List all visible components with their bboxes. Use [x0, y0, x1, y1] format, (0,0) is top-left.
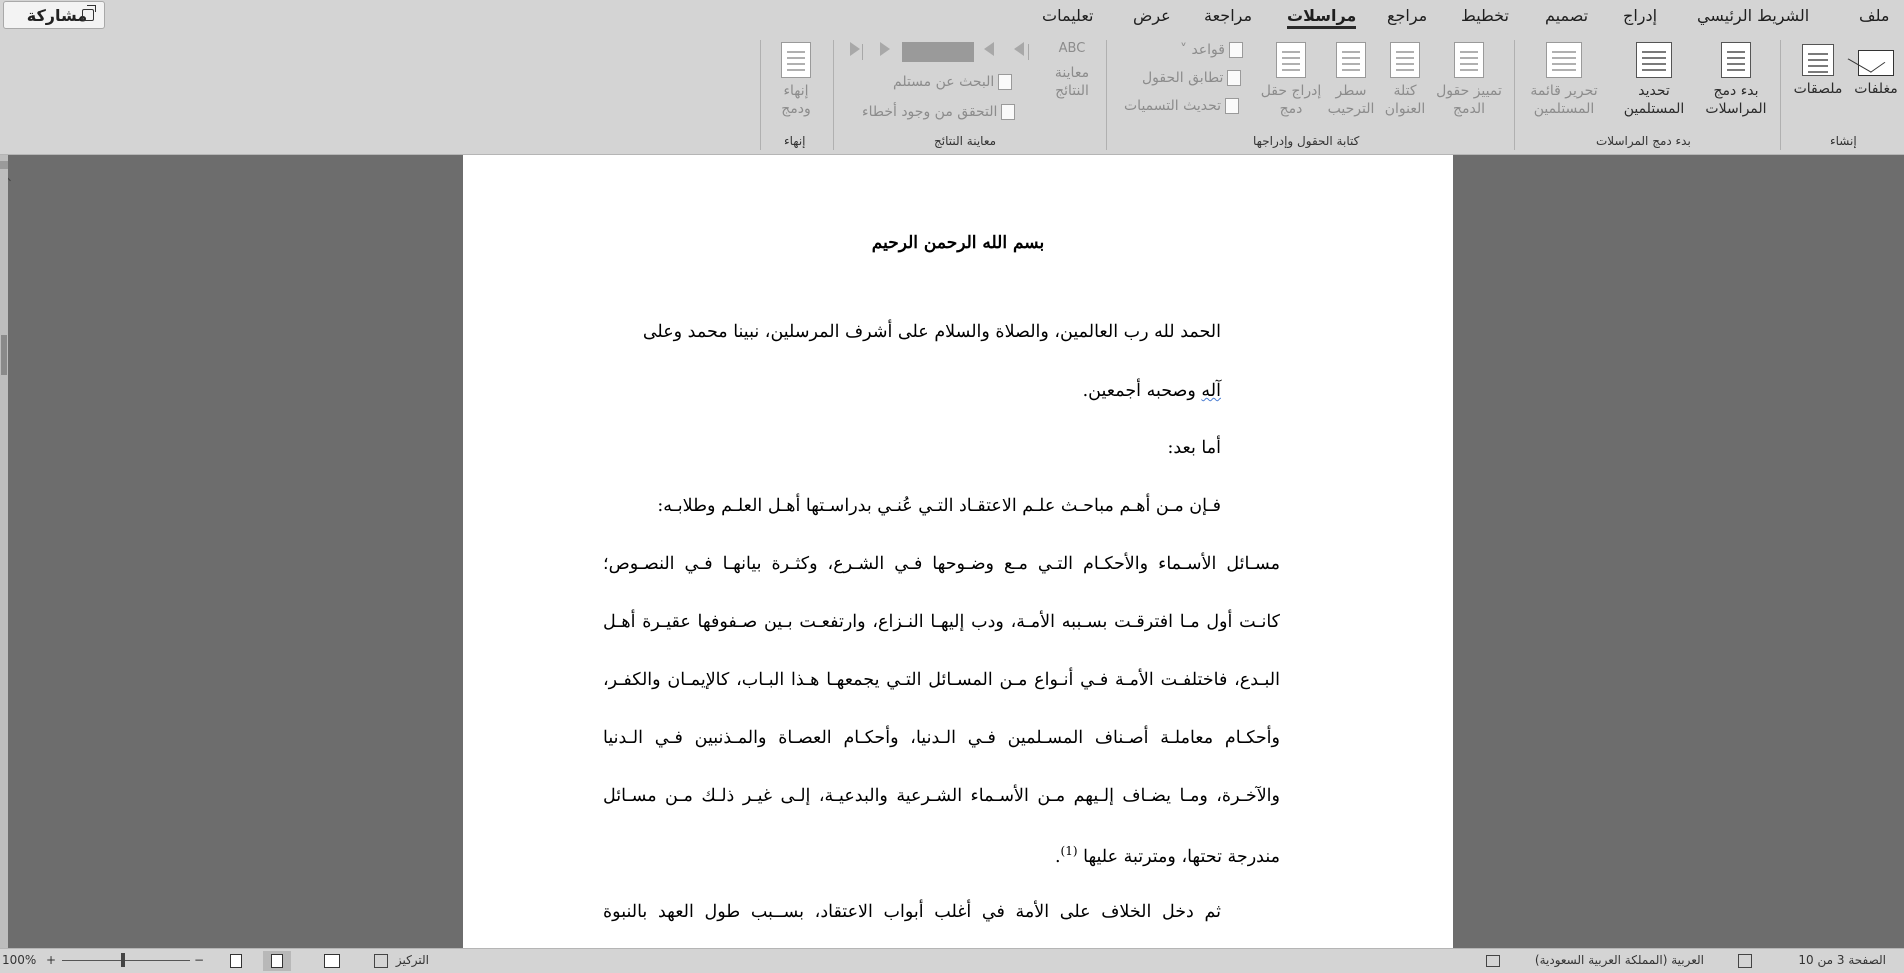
- select-recipients-line1: تحديد: [1638, 83, 1670, 99]
- greeting-line-icon: [1336, 42, 1366, 78]
- finish-line1: إنهاء: [783, 83, 809, 99]
- highlight-line1: تمييز حقول: [1436, 83, 1502, 99]
- tab-design[interactable]: تصميم: [1545, 6, 1589, 25]
- read-mode-icon: [324, 954, 340, 968]
- zoom-slider-track[interactable]: [62, 960, 190, 961]
- zoom-level[interactable]: 100%: [2, 953, 37, 967]
- paragraph-line: كانـت أول مـا افترقـت بسـببه الأمـة، ودب إليهـا النـزاع، وارتفعـت بـين صـفوفها عقيـرة أهـل: [603, 612, 1280, 632]
- group-separator: [1780, 40, 1781, 150]
- rules-button[interactable]: قواعد ˅: [1180, 42, 1243, 58]
- address-block-button[interactable]: [1380, 42, 1430, 118]
- check-errors-label: التحقق من وجود أخطاء: [862, 104, 998, 120]
- group-label-finish: إنهاء: [784, 134, 806, 148]
- footnote-reference[interactable]: (1): [1060, 844, 1078, 858]
- preview-results-button[interactable]: [1046, 40, 1098, 100]
- rules-icon: [1229, 42, 1243, 58]
- match-fields-label: تطابق الحقول: [1142, 70, 1224, 86]
- paragraph-line: مسـائل الأسـماء والأحكـام التـي مـع وضـوحها فـي الشـرع، وكثـرة بيانهـا فـي النصـوص؛: [603, 554, 1280, 574]
- insert-field-line2: دمج: [1279, 101, 1303, 117]
- find-recipient-label: البحث عن مستلم: [893, 74, 995, 90]
- group-label-start-merge: بدء دمج المراسلات: [1596, 134, 1691, 148]
- document-page[interactable]: [463, 155, 1453, 948]
- update-labels-label: تحديث التسميات: [1124, 98, 1222, 114]
- greeting-line2: الترحيب: [1327, 101, 1375, 117]
- first-record-icon[interactable]: [1014, 42, 1024, 56]
- ribbon: [0, 34, 1904, 155]
- address-line2: العنوان: [1384, 101, 1426, 117]
- group-label-create: إنشاء: [1830, 134, 1857, 148]
- web-layout-icon: [230, 954, 242, 968]
- address-line1: كتلة: [1393, 83, 1417, 99]
- mail-merge-icon: [1721, 42, 1751, 78]
- tab-home[interactable]: الشريط الرئيسي: [1697, 6, 1810, 25]
- labels-label: ملصقات: [1793, 81, 1843, 97]
- edit-list-icon: [1546, 42, 1582, 78]
- zoom-out-button[interactable]: −: [194, 953, 205, 967]
- greeting-line1: سطر: [1335, 83, 1367, 99]
- finish-merge-icon: [781, 42, 811, 78]
- match-fields-button[interactable]: [1142, 70, 1241, 86]
- tab-review[interactable]: مراجعة: [1204, 6, 1253, 25]
- web-layout-view-button[interactable]: [222, 951, 250, 971]
- edit-list-line1: تحرير قائمة: [1530, 83, 1598, 99]
- envelopes-button[interactable]: [1850, 44, 1902, 98]
- address-block-icon: [1390, 42, 1420, 78]
- match-fields-icon: [1227, 70, 1241, 86]
- find-recipient-icon: [998, 74, 1012, 90]
- read-mode-view-button[interactable]: [318, 951, 346, 971]
- print-layout-view-button[interactable]: [263, 951, 291, 971]
- abc-icon: ABC: [1058, 41, 1086, 56]
- group-label-write-insert: كتابة الحقول وإدراجها: [1253, 134, 1360, 148]
- tab-mailings[interactable]: مراسلات: [1287, 6, 1357, 25]
- paragraph-text: وصحبه أجمعين.: [1082, 381, 1202, 401]
- paragraph-text: مندرجة تحتها، ومترتبة عليها: [1083, 846, 1280, 867]
- paragraph-text: .: [1054, 846, 1061, 867]
- paragraph-line: والآخـرة، ومـا يضـاف إلـيهم مـن الأسـماء الشـرعية والبدعيـة، إلـى غيـر ذلـك مـن مسـائل: [603, 786, 1280, 806]
- zoom-slider-thumb[interactable]: [121, 953, 125, 967]
- tab-layout[interactable]: تخطيط: [1461, 6, 1509, 25]
- labels-icon: [1802, 44, 1834, 76]
- start-merge-line1: بدء دمج: [1713, 83, 1759, 99]
- update-labels-icon: [1225, 98, 1239, 114]
- group-separator: [760, 40, 761, 150]
- labels-button[interactable]: [1788, 44, 1848, 98]
- paragraph-line: [1083, 381, 1221, 401]
- accessibility-icon[interactable]: [1486, 955, 1500, 967]
- edit-list-line2: المستلمين: [1533, 101, 1595, 117]
- edit-recipient-list-button[interactable]: [1522, 42, 1606, 118]
- focus-mode-button[interactable]: [374, 953, 429, 968]
- language-indicator[interactable]: العربية (المملكة العربية السعودية): [1534, 953, 1704, 967]
- share-icon: [82, 9, 94, 21]
- focus-label: التركيز: [395, 953, 430, 967]
- record-number-input[interactable]: [902, 42, 974, 62]
- paragraph-line: فـإن مـن أهـم مباحـث علـم الاعتقـاد التـي عُنـي بدراسـتها أهـل العلـم وطلابـه:: [657, 496, 1221, 516]
- start-mail-merge-button[interactable]: [1697, 42, 1775, 118]
- select-recipients-button[interactable]: [1612, 42, 1696, 118]
- proofing-icon[interactable]: [1738, 954, 1752, 968]
- focus-icon: [374, 954, 388, 968]
- document-heading: بسم الله الرحمن الرحيم: [871, 233, 1045, 253]
- find-recipient-button[interactable]: [893, 74, 1012, 90]
- next-record-icon[interactable]: [880, 42, 890, 56]
- select-recipients-line2: المستلمين: [1623, 101, 1685, 117]
- ruler-marker[interactable]: [1, 335, 7, 375]
- page-count[interactable]: الصفحة 3 من 10: [1798, 953, 1886, 967]
- check-errors-icon: [1001, 104, 1015, 120]
- tab-references[interactable]: مراجع: [1387, 6, 1428, 25]
- paragraph-line: أما بعد:: [1167, 438, 1221, 458]
- status-bar: [0, 948, 1904, 973]
- previous-record-icon[interactable]: [984, 42, 994, 56]
- update-labels-button[interactable]: [1124, 98, 1239, 114]
- group-separator: [833, 40, 834, 150]
- vertical-ruler: [0, 155, 8, 948]
- insert-field-icon: [1276, 42, 1306, 78]
- group-label-preview: معاينة النتائج: [934, 134, 997, 148]
- zoom-in-button[interactable]: +: [46, 953, 57, 967]
- menu-tab-bar: [0, 0, 1904, 35]
- greeting-line-button[interactable]: [1324, 42, 1378, 118]
- start-merge-line2: المراسلات: [1705, 101, 1767, 117]
- group-separator: [1514, 40, 1515, 150]
- tab-insert[interactable]: إدراج: [1623, 6, 1658, 25]
- envelopes-label: مغلفات: [1854, 81, 1898, 97]
- finish-line2: ودمج: [781, 101, 811, 117]
- paragraph-line: [1055, 844, 1280, 867]
- insert-field-line1: إدراج حقل: [1260, 83, 1322, 99]
- paragraph-line: ثم دخل الخلاف على الأمة في أغلب أبواب الاعتقاد، بســبب طول العهد بالنبوة: [603, 902, 1221, 922]
- recipients-list-icon: [1636, 42, 1672, 78]
- tab-view[interactable]: عرض: [1133, 6, 1171, 25]
- tab-help[interactable]: تعليمات: [1042, 6, 1094, 25]
- highlight-line2: الدمج: [1452, 101, 1486, 117]
- finish-merge-button[interactable]: [766, 42, 826, 118]
- paragraph-line: البـدع، فاختلفـت الأمـة فـي أنـواع مـن المسـائل التـي يجمعهـا هـذا البـاب، كالإيمـان والكفـر،: [603, 670, 1280, 690]
- envelope-icon: [1858, 50, 1894, 76]
- paragraph-line: الحمد لله رب العالمين، والصلاة والسلام على أشرف المرسلين، نبينا محمد وعلى: [642, 322, 1221, 342]
- paragraph-line: وأحكـام معاملـة أصـناف المسـلمين فـي الـدنيا، وأحكـام العصـاة والمـذنبين فـي الـدنيا: [603, 728, 1280, 748]
- highlight-fields-icon: [1454, 42, 1484, 78]
- preview-line2: النتائج: [1055, 83, 1089, 99]
- share-button[interactable]: [3, 1, 105, 29]
- spelling-flagged-word[interactable]: آله: [1201, 381, 1221, 401]
- preview-line1: معاينة: [1054, 65, 1090, 81]
- highlight-merge-fields-button[interactable]: [1430, 42, 1508, 118]
- last-record-icon[interactable]: [850, 42, 860, 56]
- check-errors-button[interactable]: [862, 104, 1015, 120]
- insert-merge-field-button[interactable]: [1256, 42, 1326, 118]
- rules-label: قواعد: [1191, 42, 1225, 58]
- group-separator: [1106, 40, 1107, 150]
- print-layout-icon: [271, 954, 283, 968]
- share-label: مشاركة: [26, 6, 88, 25]
- tab-file[interactable]: ملف: [1859, 6, 1890, 25]
